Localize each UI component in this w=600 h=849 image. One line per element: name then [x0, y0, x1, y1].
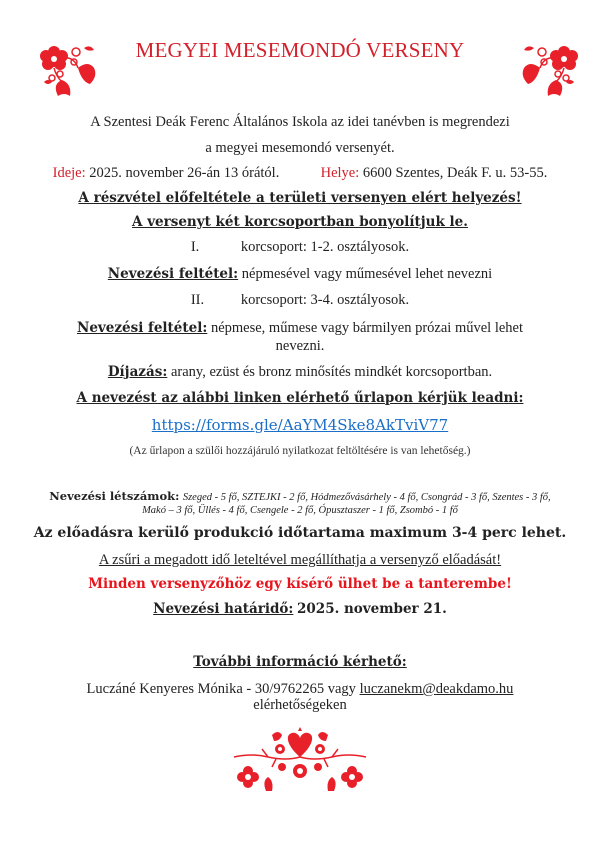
group-2 [0, 292, 600, 309]
registration-note: (Az űrlapon a szülői hozzájáruló nyilatkozat feltöltésére is van lehetőség.) [129, 445, 471, 457]
quotas-text-1: Szeged - 5 fő, SZTEJKI - 2 fő, Hódmezővásárhely - 4 fő, Csongrád - 3 fő, Szentes - 3 fő, [182, 492, 551, 503]
group-2-text: korcsoport: 3-4. osztályosok. [240, 292, 410, 308]
companion-rule: Minden versenyzőhöz egy kísérő ülhet be a tanterembe! [88, 576, 512, 592]
registration-link-row [0, 415, 600, 434]
quotas-label: Nevezési létszámok: [49, 489, 180, 503]
group-1-text: korcsoport: 1-2. osztályosok. [240, 239, 410, 255]
group-1-condition-label: Nevezési feltétel: [107, 266, 239, 282]
group-1 [0, 239, 600, 256]
intro-line-2: a megyei mesemondó versenyét. [205, 140, 395, 156]
awards-text: arany, ezüst és bronz minősítés mindkét korcsoportban. [170, 364, 493, 380]
quotas-text-2: Makó – 3 fő, Üllés - 4 fő, Csengele - 2 fő, Ópusztaszer - 1 fő, Zsombó - 1 fő [142, 505, 458, 516]
group-2-condition-text-2: nevezni. [275, 338, 325, 354]
prerequisite-heading: A részvétel előfeltétele a területi versenyen elért helyezés! [78, 190, 522, 206]
registration-heading: A nevezést az alábbi linken elérhető űrlapon kérjük leadni: [76, 390, 524, 406]
group-2-condition-label: Nevezési feltétel: [76, 320, 208, 336]
group-2-numeral: II. [190, 292, 205, 308]
groups-heading: A versenyt két korcsoportban bonyolítjuk le. [132, 214, 468, 230]
deadline-value: 2025. november 21. [297, 601, 447, 617]
contact-text-after: elérhetőségeken [253, 697, 347, 713]
page-title: MEGYEI MESEMONDÓ VERSENY [135, 38, 465, 62]
folk-heart-ornament-icon [228, 727, 372, 791]
contact-line [0, 681, 600, 698]
time-label: Ideje: [52, 165, 86, 181]
group-2-condition [0, 320, 600, 337]
deadline-line [0, 601, 600, 618]
jury-rule: A zsűri a megadott idő leteltével megállíthatja a versenyző előadását! [98, 552, 502, 568]
intro-line-1: A Szentesi Deák Ferenc Általános Iskola az idei tanévben is megrendezi [90, 114, 510, 130]
place-value: 6600 Szentes, Deák F. u. 53-55. [362, 165, 548, 181]
group-1-numeral: I. [190, 239, 200, 255]
contact-email-link[interactable]: luczanekm@deakdamo.hu [359, 681, 514, 697]
deadline-label: Nevezési határidő: [153, 601, 294, 617]
contact-heading: További információ kérhető: [193, 654, 407, 670]
group-2-condition-text-1: népmese, műmese vagy bármilyen prózai művel lehet [210, 320, 524, 336]
time-value: 2025. november 26-án 13 órától. [89, 165, 280, 181]
place-label: Helye: [320, 165, 360, 181]
awards-label: Díjazás: [107, 364, 168, 380]
group-1-condition [0, 266, 600, 283]
duration-rule: Az előadásra kerülő produkció időtartama maximum 3-4 perc lehet. [33, 525, 567, 541]
details-line [0, 165, 600, 182]
contact-text: Luczáné Kenyeres Mónika - 30/9762265 vagy [86, 681, 360, 697]
awards-line [0, 364, 600, 381]
registration-link[interactable]: https://forms.gle/AaYM4Ske8AkTviV77 [151, 416, 449, 434]
group-1-condition-text: népmesével vagy műmesével lehet nevezni [241, 266, 493, 282]
quotas-line-1 [0, 489, 600, 503]
